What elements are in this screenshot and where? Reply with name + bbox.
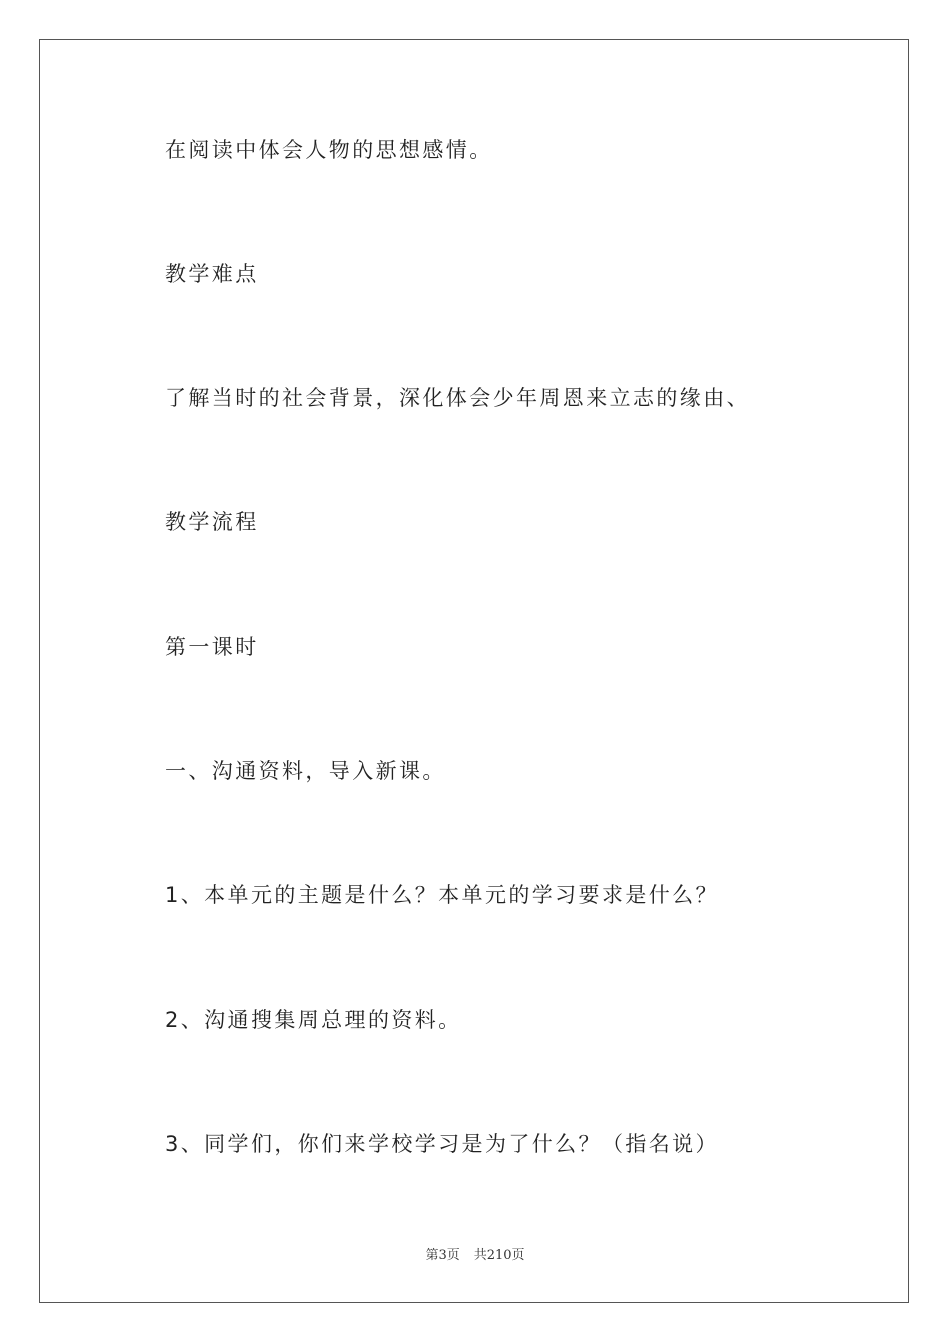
- section-heading-teaching-process: 教学流程: [165, 510, 259, 534]
- list-item: 2、沟通搜集周总理的资料。: [165, 1008, 462, 1032]
- list-heading: 一、沟通资料，导入新课。: [165, 759, 446, 783]
- body-text-line: 在阅读中体会人物的思想感情。: [165, 138, 493, 162]
- page-total: 共210页: [473, 1248, 525, 1263]
- body-text-line: 了解当时的社会背景，深化体会少年周恩来立志的缘由、: [165, 386, 750, 410]
- page-border: [39, 39, 909, 1303]
- page-footer: [0, 1247, 950, 1265]
- section-heading-teaching-difficulty: 教学难点: [165, 262, 259, 286]
- section-heading-first-lesson: 第一课时: [165, 635, 259, 659]
- page-number: 第3页: [425, 1248, 460, 1263]
- list-item: 3、同学们，你们来学校学习是为了什么？（指名说）: [165, 1132, 719, 1156]
- list-item: 1、本单元的主题是什么？本单元的学习要求是什么？: [165, 883, 719, 907]
